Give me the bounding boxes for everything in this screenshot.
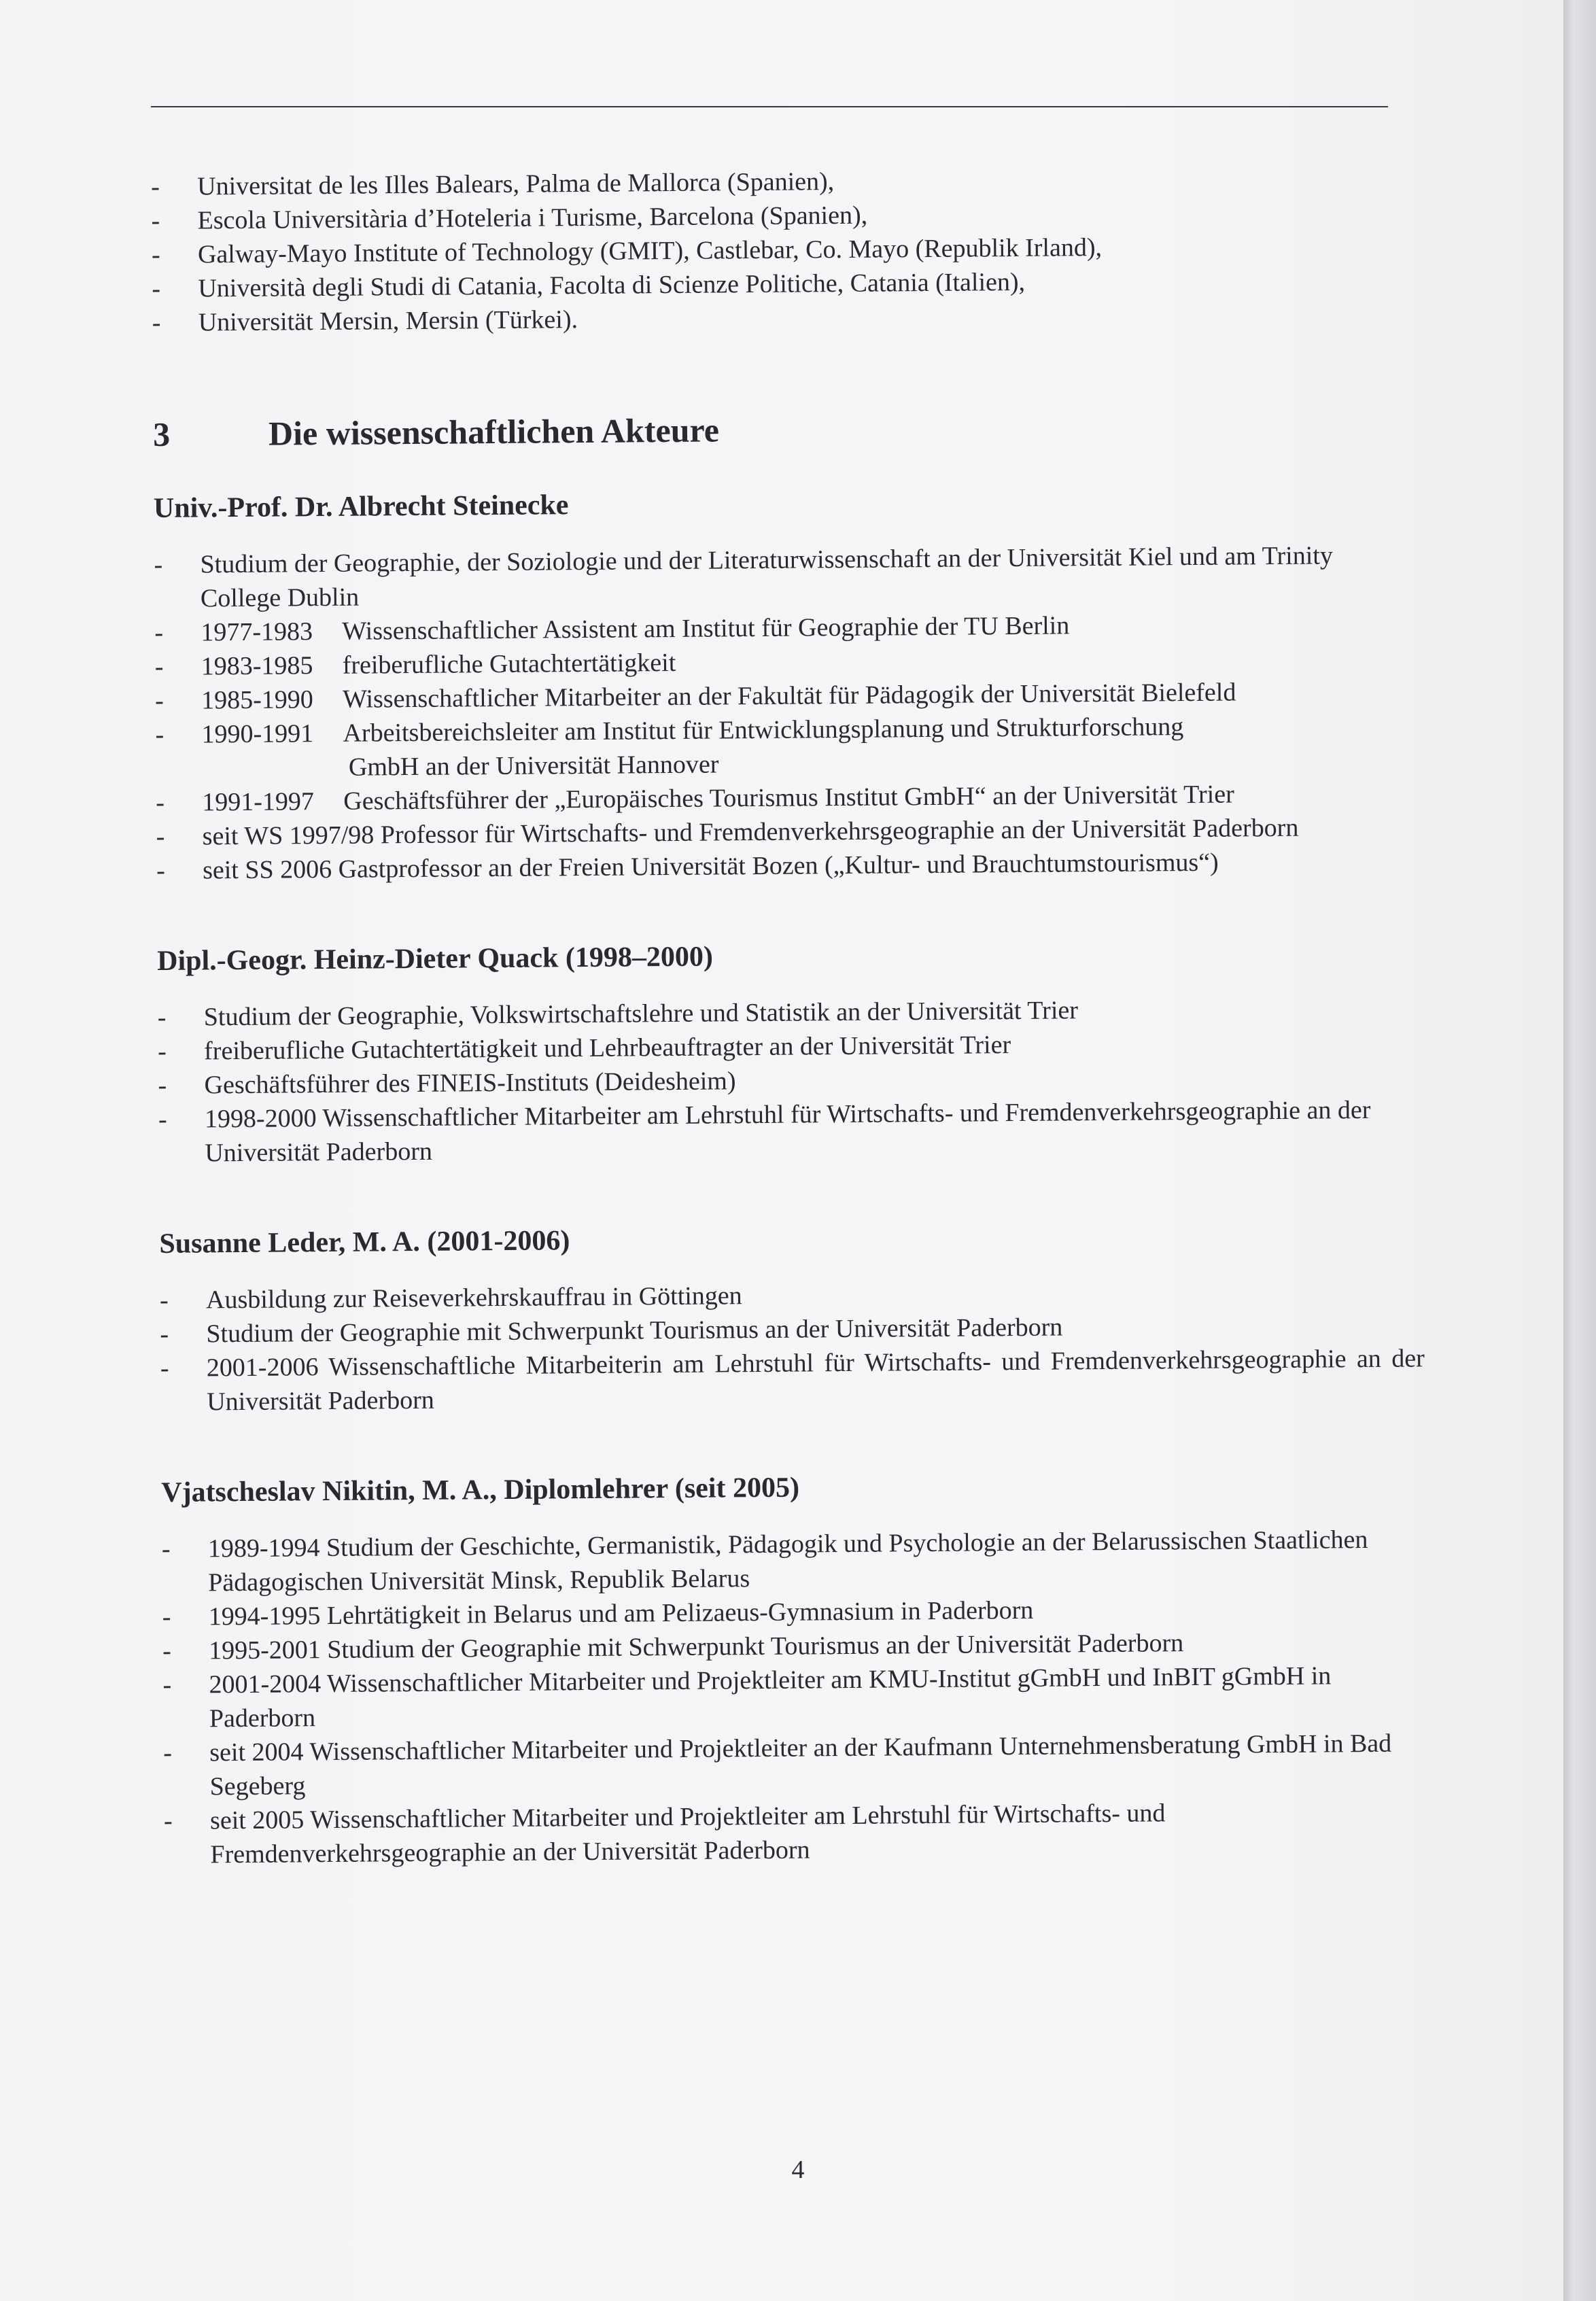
cv-list-nikitin xyxy=(162,1522,1429,1872)
cv-year: 1991-1997 xyxy=(202,787,315,817)
cv-list-steinecke xyxy=(154,538,1421,888)
cv-list-quack xyxy=(158,990,1423,1171)
list-item: - 1991-1997 Geschäftsführer der „Europäisches Tourismus Institut GmbH“ an der Universität Trier xyxy=(156,776,1420,820)
list-item: - 1985-1990 Wissenschaftlicher Mitarbeiter an der Fakultät für Pädagogik der Universität Bielefeld xyxy=(155,674,1419,718)
list-item: - 2001-2004 Wissenschaftlicher Mitarbeiter und Projektleiter am KMU-Institut gGmbH und InBIT gGmbH in Paderborn xyxy=(162,1658,1427,1736)
page-content xyxy=(151,160,1429,1872)
cv-year: 1985-1990 xyxy=(201,685,313,715)
page-number: 4 xyxy=(791,2156,805,2184)
page-edge xyxy=(1563,0,1596,2301)
list-item: - Universitat de les Illes Balears, Palma de Mallorca (Spanien), xyxy=(151,160,1415,204)
person-name-leder: Susanne Leder, M. A. (2001-2006) xyxy=(159,1225,570,1260)
list-item: - Studium der Geographie mit Schwerpunkt Tourismus an der Universität Paderborn xyxy=(160,1307,1424,1351)
list-item: - Studium der Geographie, Volkswirtschaftslehre und Statistik an der Universität Trier xyxy=(158,990,1422,1035)
header-rule xyxy=(151,106,1388,107)
list-item: - Ausbildung zur Reiseverkehrskauffrau in Göttingen xyxy=(160,1273,1424,1317)
list-item: - seit WS 1997/98 Professor für Wirtschafts- und Fremdenverkehrsgeographie an der Universität Paderborn xyxy=(156,810,1421,854)
list-item: - Escola Universitària d’Hoteleria i Turisme, Barcelona (Spanien), xyxy=(151,194,1415,238)
cv-year: 1990-1991 xyxy=(201,719,314,749)
list-item: - seit 2004 Wissenschaftlicher Mitarbeiter und Projektleiter an der Kaufmann Unternehmensberatung GmbH in Bad Segeberg xyxy=(163,1726,1428,1804)
list-item: - Geschäftsführer des FINEIS-Instituts (Deidesheim) xyxy=(158,1058,1422,1103)
list-item: - 2001-2006 Wissenschaftliche Mitarbeiterin am Lehrstuhl für Wirtschafts- und Fremdenverkehrsgeographie an der Universität Paderborn xyxy=(160,1341,1425,1419)
person-name-quack: Dipl.-Geogr. Heinz-Dieter Quack (1998–2000) xyxy=(156,941,714,977)
list-item: - seit SS 2006 Gastprofessor an der Freien Universität Bozen („Kultur- und Brauchtumstourismus“) xyxy=(156,844,1421,888)
list-item: - 1994-1995 Lehrtätigkeit in Belarus und am Pelizaeus-Gymnasium in Paderborn xyxy=(162,1590,1427,1634)
person-block-leder xyxy=(159,1217,1425,1419)
list-item: - Università degli Studi di Catania, Facolta di Scienze Politiche, Catania (Italien), xyxy=(152,262,1416,306)
list-item: - seit 2005 Wissenschaftlicher Mitarbeiter und Projektleiter am Lehrstuhl für Wirtschafts- und Fremdenverkehrsgeographie an der Universität Paderborn xyxy=(164,1794,1429,1872)
list-item: - 1983-1985 freiberufliche Gutachtertätigkeit xyxy=(155,640,1419,684)
list-item: - 1989-1994 Studium der Geschichte, Germanistik, Pädagogik und Psychologie an der Belarussischen Staatlichen Pädagogischen Universität Minsk, Republik Belarus xyxy=(162,1522,1427,1600)
list-item: - 1998-2000 Wissenschaftlicher Mitarbeiter am Lehrstuhl für Wirtschafts- und Fremdenverkehrsgeographie an der Universität Paderborn xyxy=(158,1092,1423,1171)
list-item: - 1977-1983 Wissenschaftlicher Assistent am Institut für Geographie der TU Berlin xyxy=(154,606,1419,650)
cv-year: 1983-1985 xyxy=(201,651,313,681)
list-item: - 1990-1991 Arbeitsbereichsleiter am Institut für Entwicklungsplanung und Strukturforschung GmbH an der Universität Hannover xyxy=(155,708,1420,786)
list-item: - Universität Mersin, Mersin (Türkei). xyxy=(152,296,1417,340)
list-item: - freiberufliche Gutachtertätigkeit und Lehrbeauftragter an der Universität Trier xyxy=(158,1024,1422,1069)
person-name-steinecke: Univ.-Prof. Dr. Albrecht Steinecke xyxy=(153,489,569,524)
cv-year: 1977-1983 xyxy=(201,617,313,647)
section-heading xyxy=(153,404,1417,454)
partner-university-list xyxy=(151,160,1417,340)
section-title: Die wissenschaftlichen Akteure xyxy=(268,411,720,453)
list-item: - Studium der Geographie, der Soziologie und der Literaturwissenschaft an der Universität Kiel und am Trinity College Dublin xyxy=(154,538,1419,616)
person-block-nikitin xyxy=(161,1466,1429,1872)
list-item: - 1995-2001 Studium der Geographie mit Schwerpunkt Tourismus an der Universität Paderborn xyxy=(162,1624,1427,1668)
list-item: - Galway-Mayo Institute of Technology (GMIT), Castlebar, Co. Mayo (Republik Irland), xyxy=(152,228,1416,272)
section-number: 3 xyxy=(152,415,171,453)
person-name-nikitin: Vjatscheslav Nikitin, M. A., Diplomlehrer (seit 2005) xyxy=(161,1472,800,1508)
cv-list-leder xyxy=(160,1273,1425,1419)
person-block-quack xyxy=(157,935,1423,1171)
